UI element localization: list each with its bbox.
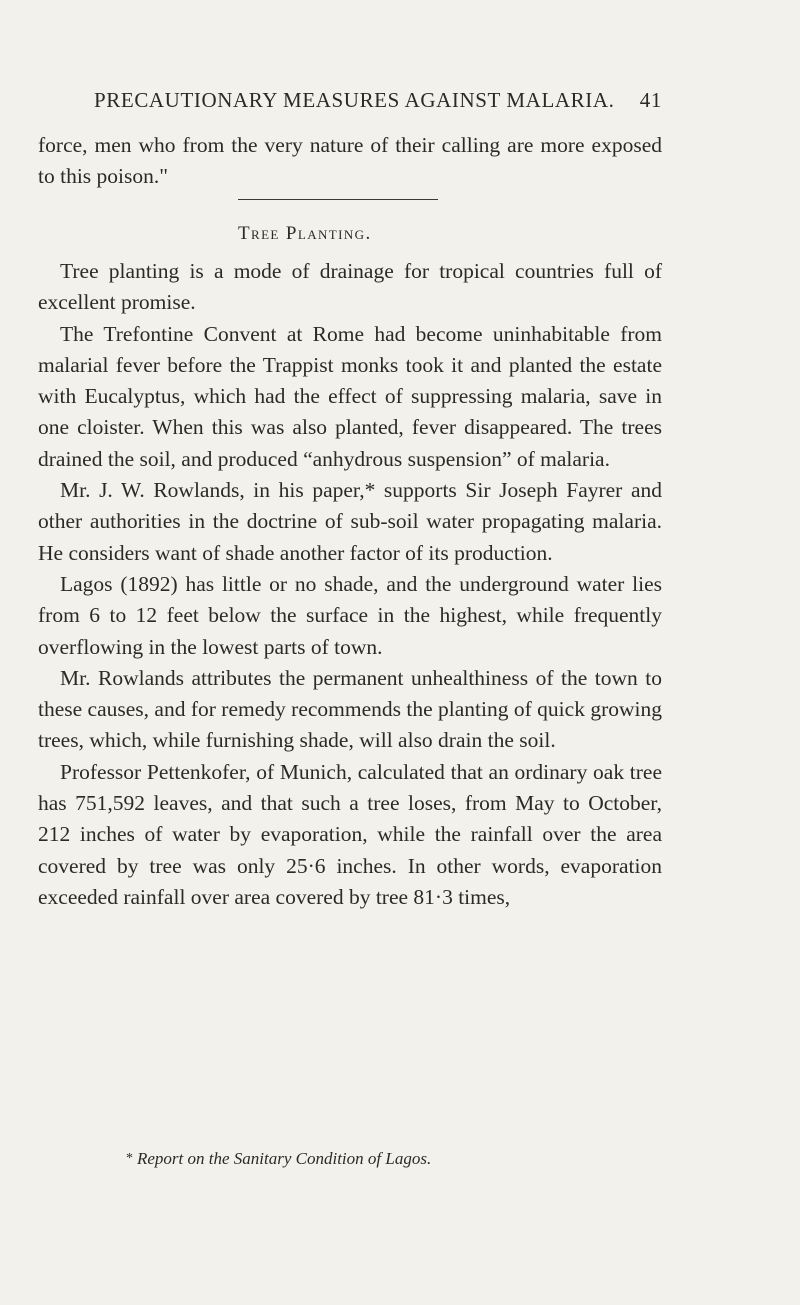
- paragraph-6: Professor Pettenkofer, of Munich, calculated that an ordinary oak tree has 751,592 leaves, and that such a tree loses, from May to October, 212 inches of water by evaporation, while the rainfall over the area covered by tree was only 25·6 inches. In other words, evaporation exceeded rainfall over area covered by tree 81·3 times,: [38, 759, 662, 909]
- paragraph-2: The Trefontine Convent at Rome had become uninhabitable from malarial fever before the Trappist monks took it and planted the estate with Eucalyptus, which had the effect of suppressing malaria, save in one cloister. When this was also planted, fever disappeared. The trees drained the soil, and produced “anhydrous suspension” of malaria.: [38, 321, 662, 471]
- section-title: Tree Planting.: [238, 223, 372, 244]
- footnote: [126, 1149, 431, 1169]
- running-head: [94, 88, 662, 113]
- footnote-text: Report on the Sanitary Condition of Lagos.: [137, 1149, 432, 1168]
- section-body: [38, 256, 662, 913]
- footnote-mark: *: [126, 1151, 133, 1166]
- paragraph-4: Lagos (1892) has little or no shade, and the underground water lies from 6 to 12 feet below the surface in the highest, while frequently overflowing in the lowest parts of town.: [38, 571, 662, 659]
- paragraph-intro: force, men who from the very nature of their calling are more exposed to this poison.": [38, 133, 662, 189]
- section-divider: [238, 199, 438, 200]
- continued-paragraph: [38, 130, 662, 193]
- page-number: 41: [639, 88, 662, 112]
- running-title: PRECAUTIONARY MEASURES AGAINST MALARIA.: [94, 88, 615, 112]
- paragraph-5: Mr. Rowlands attributes the permanent unhealthiness of the town to these causes, and for remedy recommends the planting of quick growing trees, which, while furnishing shade, will also drain the soil.: [38, 665, 662, 753]
- paragraph-3: Mr. J. W. Rowlands, in his paper,* supports Sir Joseph Fayrer and other authorities in the doctrine of sub-soil water propagating malaria. He considers want of shade another factor of its production.: [38, 478, 662, 565]
- paragraph-1: Tree planting is a mode of drainage for tropical countries full of excellent promise.: [38, 259, 662, 315]
